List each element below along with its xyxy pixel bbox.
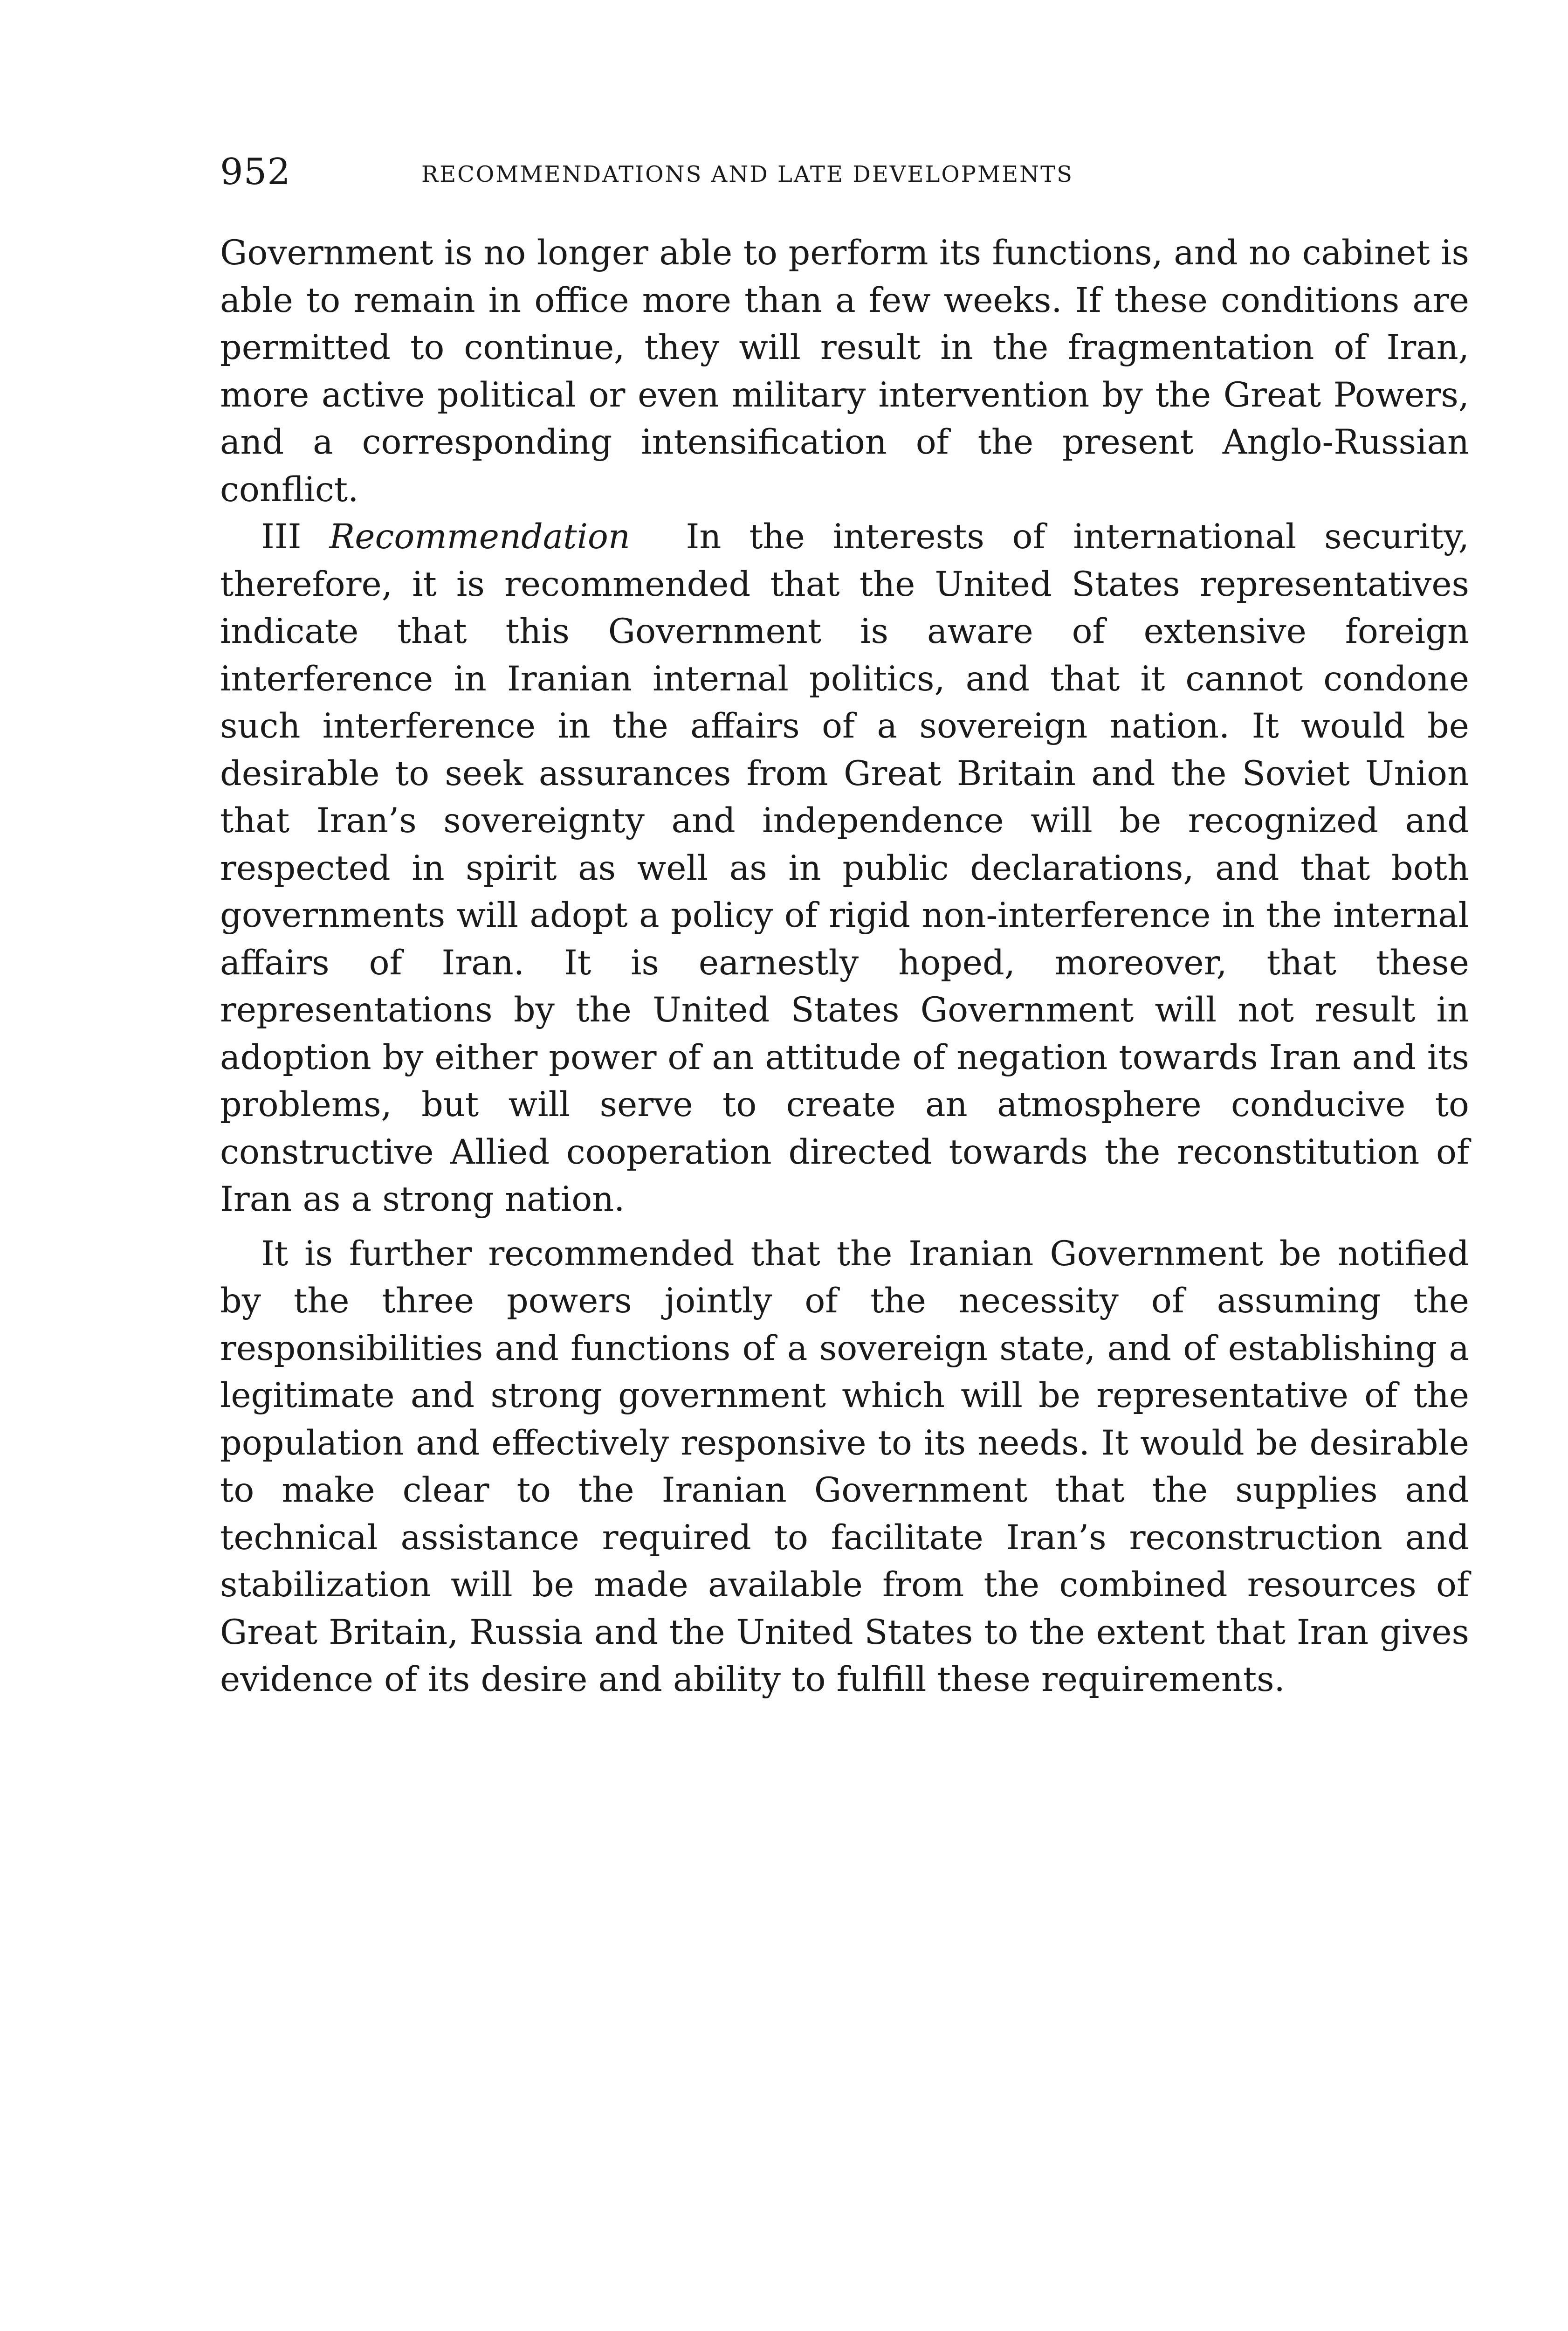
paragraph-further-recommendation: It is further recommended that the Iranian Government be notified by the three powers jointly of the necessity of assuming the responsibilities and functions of a sovereign state, and of establishing a legitimate and strong government which will be representative of the population and effectively responsive to its needs. It would be desirable to make clear to the Iranian Government that the supplies and technical assistance required to facilitate Iran’s reconstruction and stabilization will be made available from the combined resources of Great Britain, Russia and the United States to the extent that Iran gives evidence of its desire and ability to fulfill these requirements.	[220, 1234, 1469, 1699]
running-title: RECOMMENDATIONS AND LATE DEVELOPMENTS	[421, 161, 1074, 187]
paragraph-recommendation	[220, 513, 1469, 1223]
body-text	[220, 229, 1469, 1703]
running-head	[220, 151, 1469, 210]
paragraph-continuation: Government is no longer able to perform its functions, and no cabinet is able to remain in office more than a few weeks. If these conditions are permitted to continue, they will result in the fragmentation of Iran, more active political or even military intervention by the Great Powers, and a corresponding intensification of the present Anglo-Russian conflict.	[220, 233, 1469, 510]
section-label: III	[261, 517, 302, 557]
document-page	[220, 151, 1469, 1703]
page-number: 952	[220, 151, 291, 193]
section-heading: Recommendation	[329, 517, 630, 557]
paragraph-recommendation-text: In the interests of international security, therefore, it is recommended that the United States representatives indicate that this Government is aware of extensive foreign interference in Iranian internal politics, and that it cannot condone such interference in the affairs of a sovereign nation. It would be desirable to seek assurances from Great Britain and the Soviet Union that Iran’s sovereignty and independence will be recognized and respected in spirit as well as in public declarations, and that both governments will adopt a policy of rigid non-interference in the internal affairs of Iran. It is earnestly hoped, moreover, that these representations by the United States Government will not result in adoption by either power of an attitude of negation towards Iran and its problems, but will serve to create an atmosphere conducive to constructive Allied cooperation directed towards the reconstitution of Iran as a strong nation.	[220, 517, 1469, 1219]
